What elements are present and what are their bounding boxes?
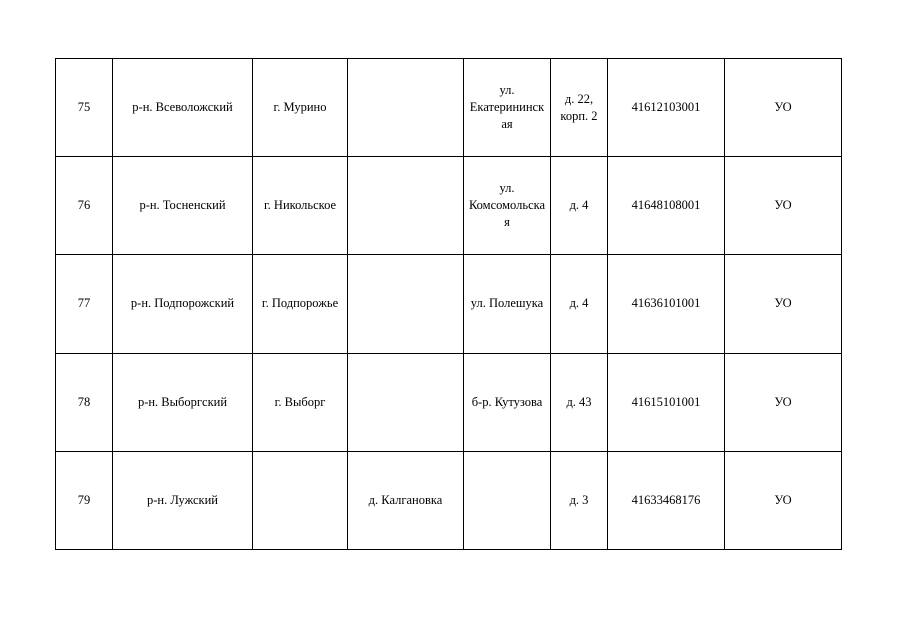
table-body — [56, 59, 842, 550]
oktmo-code-cell: 41612103001 — [608, 59, 725, 157]
oktmo-code-cell: 41615101001 — [608, 353, 725, 451]
house-line: д. 4 — [569, 198, 589, 213]
house-line: д. 4 — [569, 296, 589, 311]
address-registry-table — [55, 58, 842, 550]
house-cell — [551, 353, 608, 451]
house-cell — [551, 255, 608, 353]
row-number-cell: 77 — [56, 255, 113, 353]
type-cell: УО — [725, 157, 842, 255]
house-cell — [551, 59, 608, 157]
table-row — [56, 157, 842, 255]
district-cell: р-н. Лужский — [113, 451, 253, 549]
street-line: я — [504, 215, 510, 230]
house-cell — [551, 451, 608, 549]
city-cell: г. Никольское — [253, 157, 348, 255]
street-cell — [464, 353, 551, 451]
village-cell — [348, 255, 464, 353]
street-line: ул. — [499, 181, 515, 196]
table-row — [56, 255, 842, 353]
house-cell — [551, 157, 608, 255]
city-cell: г. Выборг — [253, 353, 348, 451]
table-row — [56, 451, 842, 549]
district-cell: р-н. Выборгский — [113, 353, 253, 451]
house-line: корп. 2 — [560, 108, 598, 123]
street-cell — [464, 451, 551, 549]
street-cell — [464, 255, 551, 353]
village-cell: д. Калгановка — [348, 451, 464, 549]
type-cell: УО — [725, 59, 842, 157]
type-cell: УО — [725, 353, 842, 451]
street-line: Комсомольска — [468, 198, 546, 213]
street-line: Екатерининск — [469, 100, 545, 115]
oktmo-code-cell: 41636101001 — [608, 255, 725, 353]
row-number-cell: 79 — [56, 451, 113, 549]
row-number-cell: 76 — [56, 157, 113, 255]
house-line: д. 3 — [569, 492, 589, 507]
city-cell — [253, 451, 348, 549]
district-cell: р-н. Всеволожский — [113, 59, 253, 157]
house-line: д. 22, — [564, 91, 594, 106]
type-cell: УО — [725, 255, 842, 353]
district-cell: р-н. Тосненский — [113, 157, 253, 255]
village-cell — [348, 353, 464, 451]
city-cell: г. Мурино — [253, 59, 348, 157]
table-row — [56, 59, 842, 157]
table-row — [56, 353, 842, 451]
row-number-cell: 78 — [56, 353, 113, 451]
oktmo-code-cell: 41633468176 — [608, 451, 725, 549]
street-cell — [464, 157, 551, 255]
street-cell — [464, 59, 551, 157]
street-line: ул. Полешука — [470, 296, 544, 311]
city-cell: г. Подпорожье — [253, 255, 348, 353]
street-line: б-р. Кутузова — [471, 394, 543, 409]
type-cell: УО — [725, 451, 842, 549]
village-cell — [348, 59, 464, 157]
oktmo-code-cell: 41648108001 — [608, 157, 725, 255]
street-line: ая — [501, 117, 513, 132]
row-number-cell: 75 — [56, 59, 113, 157]
village-cell — [348, 157, 464, 255]
street-line: ул. — [499, 83, 515, 98]
district-cell: р-н. Подпорожский — [113, 255, 253, 353]
house-line: д. 43 — [566, 394, 592, 409]
